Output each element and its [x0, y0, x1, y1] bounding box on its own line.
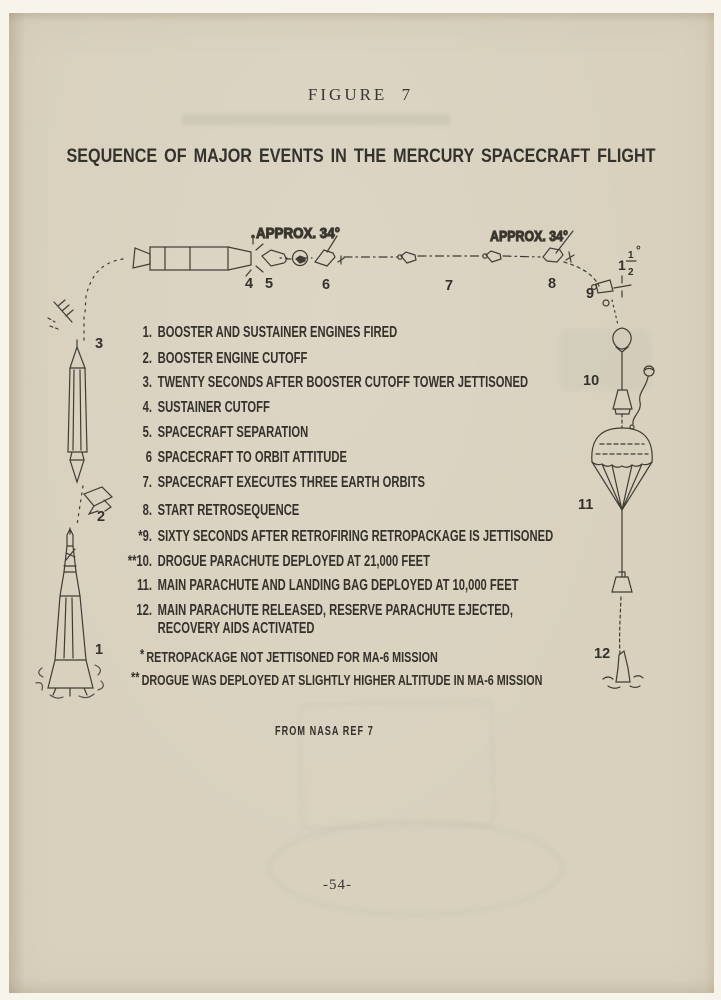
svg-text:8: 8 [548, 276, 557, 292]
sustainer-rocket-drawing [133, 247, 251, 270]
source-credit: FROM NASA REF 7 [275, 723, 374, 738]
event-text: DROGUE PARACHUTE DEPLOYED AT 21,000 FEET [157, 553, 430, 570]
event-number [110, 621, 152, 637]
svg-text:1: 1 [95, 642, 104, 658]
event-row [110, 351, 307, 367]
event-row [110, 503, 299, 519]
svg-text:°: ° [636, 243, 641, 257]
svg-text:7: 7 [445, 278, 454, 294]
event-number: 1. [142, 324, 152, 341]
approx-angle-ascent-label: APPROX. 34° [256, 225, 340, 242]
drogue-parachute-drawing [613, 328, 654, 429]
event-number: 3. [142, 374, 152, 391]
ascending-rocket-drawing [68, 340, 87, 482]
event-number: 6 [145, 449, 152, 466]
svg-text:4: 4 [245, 276, 254, 292]
page-title: SEQUENCE OF MAJOR EVENTS IN THE MERCURY SPACECRAFT FLIGHT [66, 146, 655, 167]
svg-text:9: 9 [586, 286, 595, 302]
event-text: SPACECRAFT TO ORBIT ATTITUDE [157, 449, 347, 466]
svg-text:11: 11 [578, 497, 594, 513]
event-number: **10. [127, 553, 152, 570]
reentry-capsule-drawing [592, 276, 631, 306]
event-row [110, 475, 425, 491]
event-number: 7. [142, 474, 152, 491]
footnote-marker: ** [131, 669, 140, 686]
event-number: 12. [136, 602, 152, 619]
event-text: SUSTAINER CUTOFF [157, 399, 270, 416]
event-row [110, 578, 519, 594]
figure-label: FIGURE 7 [307, 85, 414, 104]
event-text: BOOSTER ENGINE CUTOFF [157, 350, 308, 367]
event-number: 11. [137, 577, 152, 594]
svg-text:6: 6 [322, 277, 331, 293]
svg-text:1: 1 [618, 257, 626, 273]
svg-text:12: 12 [594, 646, 611, 662]
event-text: BOOSTER AND SUSTAINER ENGINES FIRED [157, 324, 398, 341]
event-number: 5. [142, 424, 152, 441]
orbiting-capsule-drawing [398, 251, 501, 263]
event-row [110, 554, 430, 570]
event-row [110, 375, 528, 391]
event-row [110, 529, 553, 545]
event-text: TWENTY SECONDS AFTER BOOSTER CUTOFF TOWER JETTISONED [157, 374, 529, 391]
svg-text:3: 3 [95, 336, 104, 352]
event-number: 2. [142, 350, 152, 367]
main-parachute-drawing [592, 428, 652, 592]
event-row [110, 603, 513, 619]
svg-text:2: 2 [628, 267, 634, 278]
escape-tower-drawing [48, 300, 73, 329]
footnote-text: DROGUE WAS DEPLOYED AT SLIGHTLY HIGHER ALTITUDE IN MA-6 MISSION [141, 672, 543, 689]
event-text: SIXTY SECONDS AFTER RETROFIRING RETROPACKAGE IS JETTISONED [157, 528, 554, 545]
event-text: MAIN PARACHUTE AND LANDING BAG DEPLOYED AT 10,000 FEET [157, 577, 519, 594]
svg-text:10: 10 [583, 373, 600, 389]
event-number: 8. [142, 502, 152, 519]
event-text: MAIN PARACHUTE RELEASED, RESERVE PARACHUTE EJECTED, [157, 602, 513, 619]
event-row [110, 400, 270, 416]
event-text: SPACECRAFT EXECUTES THREE EARTH ORBITS [157, 474, 425, 491]
event-text: START RETROSEQUENCE [157, 502, 300, 519]
event-row-continuation [110, 621, 314, 637]
event-row [110, 450, 347, 466]
svg-text:2: 2 [97, 509, 106, 525]
svg-text:1: 1 [628, 250, 634, 261]
event-number: 4. [142, 399, 152, 416]
svg-text:5: 5 [265, 276, 274, 292]
event-text: RECOVERY AIDS ACTIVATED [157, 620, 315, 637]
page-number: -54- [323, 877, 352, 893]
footnote-text: RETROPACKAGE NOT JETTISONED FOR MA-6 MISSION [146, 649, 438, 666]
event-row [110, 425, 308, 441]
launch-rocket-drawing [36, 528, 103, 698]
event-text: SPACECRAFT SEPARATION [157, 424, 309, 441]
event-row [110, 325, 397, 341]
turnaround-maneuver-icon [293, 251, 308, 266]
event-number: *9. [138, 528, 152, 545]
footnote [140, 646, 438, 666]
approx-angle-retro-label: APPROX. 34° [490, 228, 568, 245]
footnote-marker: * [140, 646, 145, 663]
footnote [131, 669, 543, 689]
